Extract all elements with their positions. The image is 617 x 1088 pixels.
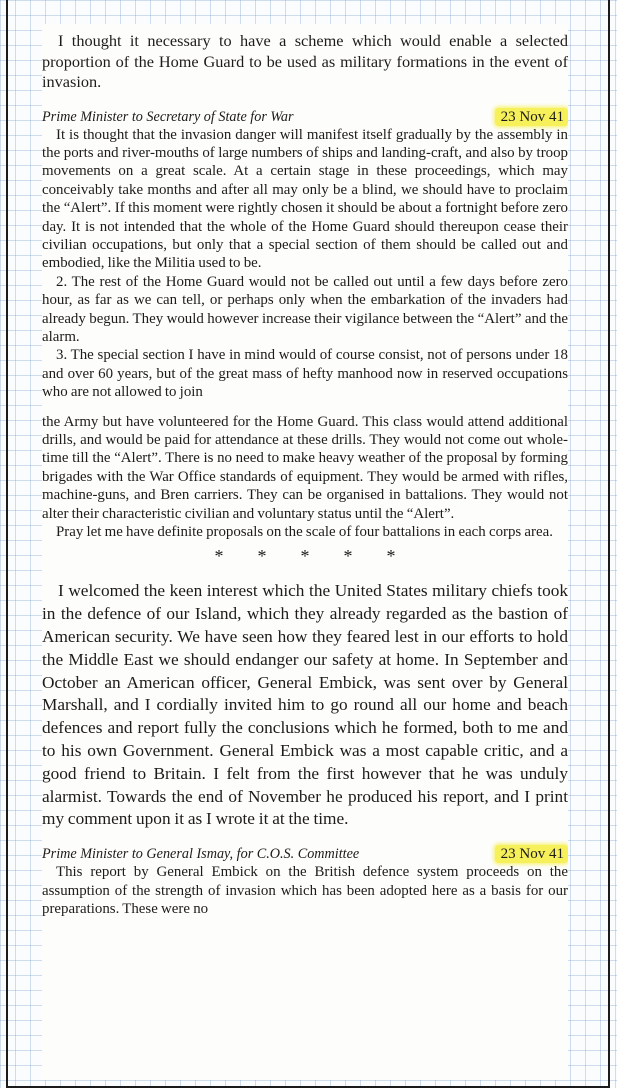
intro-paragraph: I thought it necessary to have a scheme which would enable a selected proportion of the Home Guard to be used as military formations in the event of invasion.: [42, 31, 568, 91]
separator-star: *: [214, 546, 224, 567]
minute-1-paragraph-2: 2. The rest of the Home Guard would not be called out until a few days before zero hour, as far as we can tell, or perhaps only when the embarkation of the invaders had already begun. They would however increase their vigilance between the “Alert” and the alarm.: [42, 273, 568, 345]
minute-2-paragraph-1: This report by General Embick on the British defence system proceeds on the assumption of the strength of invasion which has been adopted here as a basis for our preparations. These were no: [42, 864, 568, 918]
minute-1-paragraph-3: 3. The special section I have in mind would of course consist, not of persons under 18 and over 60 years, but of the great mass of hefty manhood now in reserved occupations who are not allowed to join: [42, 347, 568, 401]
section-separator: [42, 546, 568, 566]
minute-heading-1-title: Prime Minister to Secretary of State for War: [42, 108, 294, 125]
minute-date-2-highlighted: 23 Nov 41: [495, 845, 568, 863]
page-fold-gap: [42, 402, 568, 413]
minute-date-1-highlighted: 23 Nov 41: [495, 108, 568, 126]
narrative-paragraph: I welcomed the keen interest which the United States military chiefs took in the defence of our Island, which they already regarded as the bastion of American security. We have seen how they feared lest in our efforts to hold the Middle East we should endanger our safety at home. In September and October an American officer, General Embick, was sent over by General Marshall, and I cordially invited him to go round all our home and beach defences and report fully the conclusions which he formed, both to me and to his own Government. General Embick was a most capable critic, and a good friend to Britain. I felt from the first however that he was unduly alarmist. Towards the end of November he produced his report, and I print my comment upon it as I wrote it at the time.: [42, 581, 568, 829]
separator-star: *: [257, 546, 267, 567]
separator-star: *: [386, 546, 396, 567]
minute-heading-1: [42, 108, 568, 126]
minute-heading-2: [42, 845, 568, 863]
minute-1-paragraph-3-continued: the Army but have volunteered for the Home Guard. This class would attend additional drills, and would be paid for attendance at these drills. They would not come out whole-time till the “Alert”. There is no need to make heavy weather of the proposal by forming brigades with the War Office standards of equipment. They would be armed with rifles, machine-guns, and Bren carriers. They can be organised in battalions. They would not alter their characteristic civilian and voluntary status until the “Alert”.: [42, 413, 568, 522]
separator-star: *: [300, 546, 310, 567]
minute-1-paragraph-1: It is thought that the invasion danger will manifest itself gradually by the assembly in the ports and river-mouths of large numbers of ships and landing-craft, and also by troop movements on a great scale. At a certain stage in these proceedings, which may conceivably take months and after all may only be a blind, we should have to proclaim the “Alert”. If this moment were rightly chosen it should be about a fortnight before zero day. It is not intended that the whole of the Home Guard should thereupon cease their civilian occupations, but only that a special section of them should be called out and embodied, like the Militia used to be.: [42, 126, 568, 272]
book-page: [42, 24, 568, 1080]
minute-1-paragraph-4: Pray let me have definite proposals on the scale of four battalions in each corps area.: [56, 524, 553, 541]
minute-heading-2-title: Prime Minister to General Ismay, for C.O.S. Committee: [42, 846, 360, 863]
separator-star: *: [343, 546, 353, 567]
